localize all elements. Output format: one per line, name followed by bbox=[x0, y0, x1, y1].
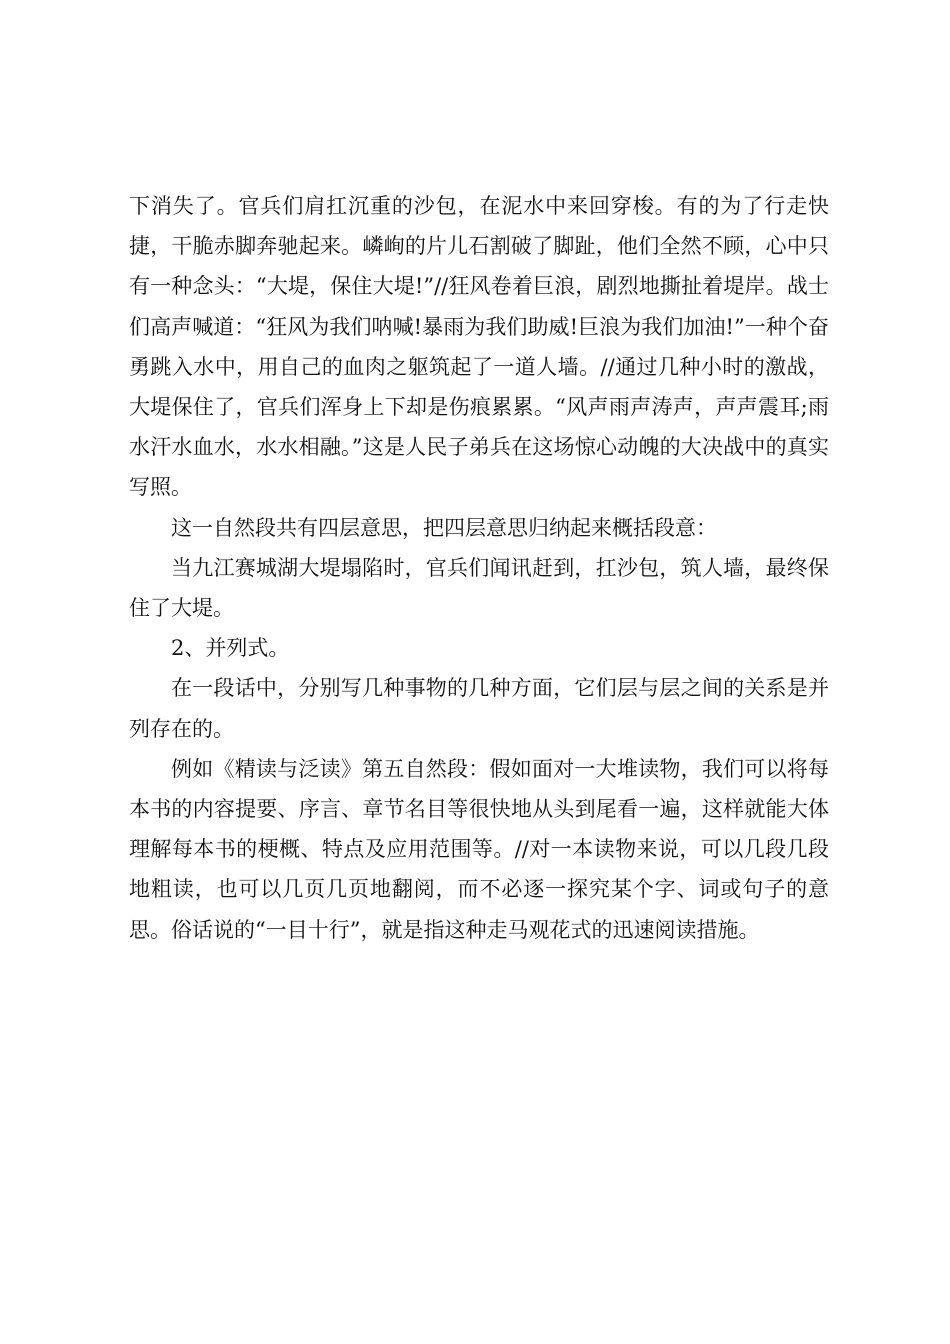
paragraph-continuation: 下消失了。官兵们肩扛沉重的沙包，在泥水中来回穿梭。有的为了行走快捷，干脆赤脚奔驰起来。嶙峋的片儿石割破了脚趾，他们全然不顾，心中只有一种念头：“大堤，保住大堤!”//狂风卷着巨浪，剧烈地撕扯着堤岸。战士们高声喊道：“狂风为我们呐喊!暴雨为我们助威!巨浪为我们加油!”一种个奋勇跳入水中，用自己的血肉之躯筑起了一道人墙。//通过几种小时的激战，大堤保住了，官兵们浑身上下却是伤痕累累。“风声雨声涛声，声声震耳;雨水汗水血水，水水相融。”这是人民子弟兵在这场惊心动魄的大决战中的真实写照。 bbox=[129, 194, 829, 500]
paragraph-summary-intro: 这一自然段共有四层意思，把四层意思归纳起来概括段意： bbox=[171, 515, 717, 540]
paragraph-parallel-definition: 在一段话中，分别写几种事物的几种方面，它们层与层之间的关系是并列存在的。 bbox=[129, 676, 829, 741]
paragraph-example: 例如《精读与泛读》第五自然段：假如面对一大堆读物，我们可以将每本书的内容提要、序言、章节名目等很快地从头到尾看一遍，这样就能大体理解每本书的梗概、特点及应用范围等。//对一本读物来说，可以几段几段地粗读，也可以几页几页地翻阅，而不必逐一探究某个字、词或句子的意思。俗话说的“一目十行”，就是指这种走马观花式的迅速阅读措施。 bbox=[129, 756, 829, 942]
paragraph-summary: 当九江赛城湖大堤塌陷时，官兵们闻讯赶到，扛沙包，筑人墙，最终保住了大堤。 bbox=[129, 555, 829, 621]
section-heading-parallel: 2、并列式。 bbox=[171, 636, 290, 661]
document-body bbox=[129, 186, 829, 950]
